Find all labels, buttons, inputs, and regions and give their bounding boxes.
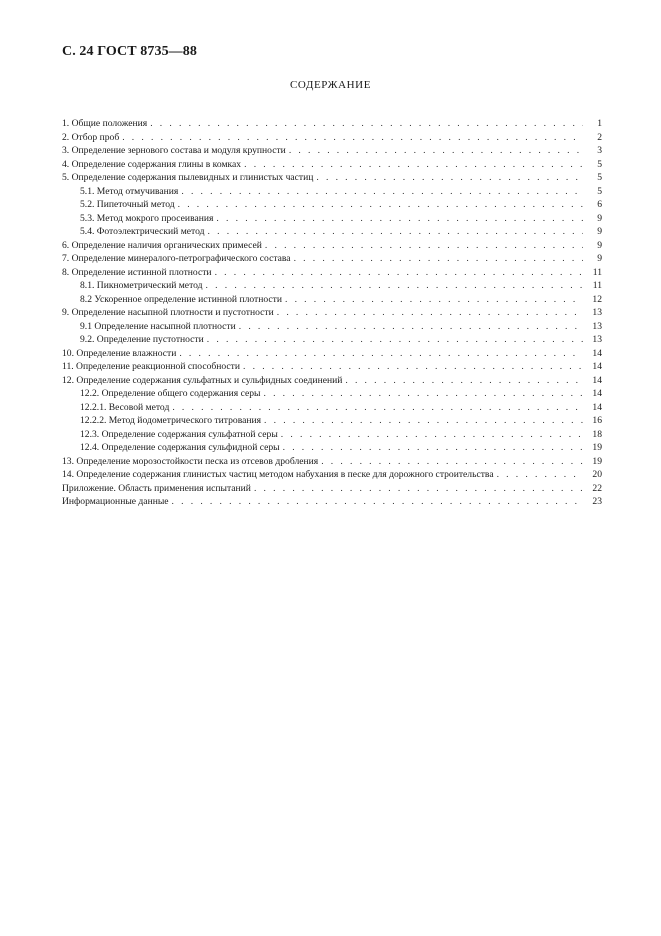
- toc-entry-page: 16: [592, 415, 602, 426]
- toc-leader-dots: [283, 441, 583, 455]
- toc-entry: [62, 320, 602, 334]
- toc-entry: [62, 239, 602, 253]
- toc-entry-page: 5: [597, 172, 602, 183]
- toc-leader-dots: [277, 306, 583, 320]
- toc-entry: [62, 333, 602, 347]
- toc-entry-label: 7. Определение минералого-петрографического состава: [62, 253, 291, 264]
- toc-entry: [62, 441, 602, 455]
- toc-entry-page: 13: [592, 320, 602, 332]
- toc-entry: [62, 347, 602, 361]
- toc-leader-dots: [178, 198, 583, 212]
- toc-entry-page: 6: [597, 199, 602, 210]
- toc-entry-page: 19: [592, 442, 602, 453]
- toc-entry-page: 20: [592, 469, 602, 480]
- toc-entry: [62, 468, 602, 482]
- toc-entry: [62, 279, 602, 293]
- toc-entry-page: 14: [592, 361, 602, 372]
- toc-entry-page: 14: [592, 374, 602, 386]
- toc-leader-dots: [294, 252, 583, 266]
- toc-entry-label: 12. Определение содержания сульфатных и сульфидных соединений: [62, 374, 343, 386]
- toc-entry-page: 5: [597, 158, 602, 170]
- toc-entry-label: 1. Общие положения: [62, 118, 148, 129]
- toc-leader-dots: [345, 374, 583, 388]
- toc-entry: [62, 117, 602, 131]
- toc-entry-page: 9: [597, 239, 602, 251]
- toc-entry-label: Информационные данные: [62, 496, 169, 507]
- toc-entry: [62, 131, 602, 145]
- toc-leader-dots: [254, 482, 583, 496]
- toc-leader-dots: [179, 347, 583, 361]
- toc-leader-dots: [216, 212, 583, 226]
- toc-entry: [62, 360, 602, 374]
- toc-leader-dots: [281, 428, 583, 442]
- toc-entry-label: 11. Определение реакционной способности: [62, 361, 241, 372]
- toc-entry-label: 2. Отбор проб: [62, 131, 120, 143]
- toc-entry-page: 23: [592, 496, 602, 507]
- toc-entry-label: 8.2 Ускоренное определение истинной плотности: [80, 293, 282, 305]
- toc-entry: [62, 387, 602, 401]
- toc-leader-dots: [264, 414, 583, 428]
- toc-entry: [62, 266, 602, 280]
- page-header: С. 24 ГОСТ 8735—88: [62, 44, 197, 59]
- toc-entry-page: 11: [592, 280, 602, 291]
- toc-leader-dots: [243, 360, 583, 374]
- toc-entry-page: 5: [597, 185, 602, 197]
- toc-entry-page: 9: [597, 226, 602, 237]
- toc-entry-label: 5.2. Пипеточный метод: [80, 199, 175, 210]
- toc-entry: [62, 225, 602, 239]
- toc-entry: [62, 171, 602, 185]
- toc-entry: [62, 212, 602, 226]
- toc-entry: [62, 198, 602, 212]
- toc-entry-label: 8. Определение истинной плотности: [62, 266, 212, 278]
- toc-entry-page: 9: [597, 253, 602, 264]
- toc-entry: [62, 428, 602, 442]
- toc-entry: [62, 252, 602, 266]
- toc-entry-page: 1: [597, 118, 602, 129]
- toc-entry: [62, 414, 602, 428]
- toc-entry: [62, 306, 602, 320]
- toc-leader-dots: [122, 131, 583, 145]
- toc-entry-label: 8.1. Пикнометрический метод: [80, 280, 203, 291]
- toc-entry-label: 12.4. Определение содержания сульфидной серы: [80, 442, 280, 453]
- toc-entry-label: 4. Определение содержания глины в комках: [62, 158, 242, 170]
- toc-entry-label: 5. Определение содержания пылевидных и глинистых частиц: [62, 172, 314, 183]
- toc-leader-dots: [321, 455, 583, 469]
- toc-leader-dots: [316, 171, 583, 185]
- toc-entry-page: 14: [592, 401, 602, 413]
- toc-leader-dots: [150, 117, 583, 131]
- toc-leader-dots: [172, 495, 583, 509]
- toc-entry-label: 5.4. Фотоэлектрический метод: [80, 226, 205, 237]
- toc-entry: [62, 455, 602, 469]
- toc-entry-label: 10. Определение влажности: [62, 347, 177, 359]
- toc-entry-label: 12.2.2. Метод йодометрического титрования: [80, 415, 262, 426]
- toc-entry-label: 14. Определение содержания глинистых частиц методом набухания в песке для дорожного строительства: [62, 469, 494, 480]
- toc-entry-label: Приложение. Область применения испытаний: [62, 482, 251, 494]
- toc-entry: [62, 144, 602, 158]
- toc-leader-dots: [285, 293, 583, 307]
- toc-leader-dots: [206, 279, 583, 293]
- toc-entry-page: 12: [592, 293, 602, 305]
- toc-entry-page: 14: [592, 347, 602, 359]
- toc-entry-label: 9. Определение насыпной плотности и пустотности: [62, 307, 274, 318]
- toc-leader-dots: [207, 333, 583, 347]
- toc-entry-label: 5.1. Метод отмучивания: [80, 185, 179, 197]
- toc-entry-page: 11: [592, 266, 602, 278]
- toc-entry-page: 3: [597, 145, 602, 156]
- toc-leader-dots: [215, 266, 583, 280]
- toc-entry: [62, 482, 602, 496]
- toc-entry-page: 13: [592, 334, 602, 345]
- toc-entry-page: 14: [592, 388, 602, 399]
- toc-leader-dots: [181, 185, 583, 199]
- toc-entry-label: 3. Определение зернового состава и модуля крупности: [62, 145, 286, 156]
- toc-entry-label: 5.3. Метод мокрого просеивания: [80, 212, 214, 224]
- toc-entry-label: 12.2. Определение общего содержания серы: [80, 388, 261, 399]
- toc-entry-page: 9: [597, 212, 602, 224]
- toc-entry-label: 12.3. Определение содержания сульфатной серы: [80, 428, 278, 440]
- toc-entry: [62, 401, 602, 415]
- toc-entry-label: 12.2.1. Весовой метод: [80, 401, 170, 413]
- toc-entry: [62, 158, 602, 172]
- toc-leader-dots: [244, 158, 583, 172]
- toc-entry-page: 18: [592, 428, 602, 440]
- toc-title: СОДЕРЖАНИЕ: [289, 79, 372, 91]
- toc-entry: [62, 374, 602, 388]
- toc-entry-page: 13: [592, 307, 602, 318]
- toc-entry-label: 9.2. Определение пустотности: [80, 334, 204, 345]
- toc-entry: [62, 293, 602, 307]
- toc-entry-label: 9.1 Определение насыпной плотности: [80, 320, 236, 332]
- toc-leader-dots: [208, 225, 584, 239]
- toc-entry-page: 2: [597, 131, 602, 143]
- table-of-contents: [62, 117, 602, 509]
- toc-entry: [62, 495, 602, 509]
- toc-leader-dots: [289, 144, 583, 158]
- toc-leader-dots: [263, 387, 583, 401]
- toc-leader-dots: [497, 468, 583, 482]
- toc-entry-page: 19: [592, 455, 602, 467]
- toc-entry-label: 6. Определение наличия органических примесей: [62, 239, 262, 251]
- toc-entry-page: 22: [592, 482, 602, 494]
- toc-entry-label: 13. Определение морозостойкости песка из отсевов дробления: [62, 455, 319, 467]
- toc-entry: [62, 185, 602, 199]
- toc-leader-dots: [172, 401, 583, 415]
- toc-leader-dots: [265, 239, 583, 253]
- toc-leader-dots: [239, 320, 583, 334]
